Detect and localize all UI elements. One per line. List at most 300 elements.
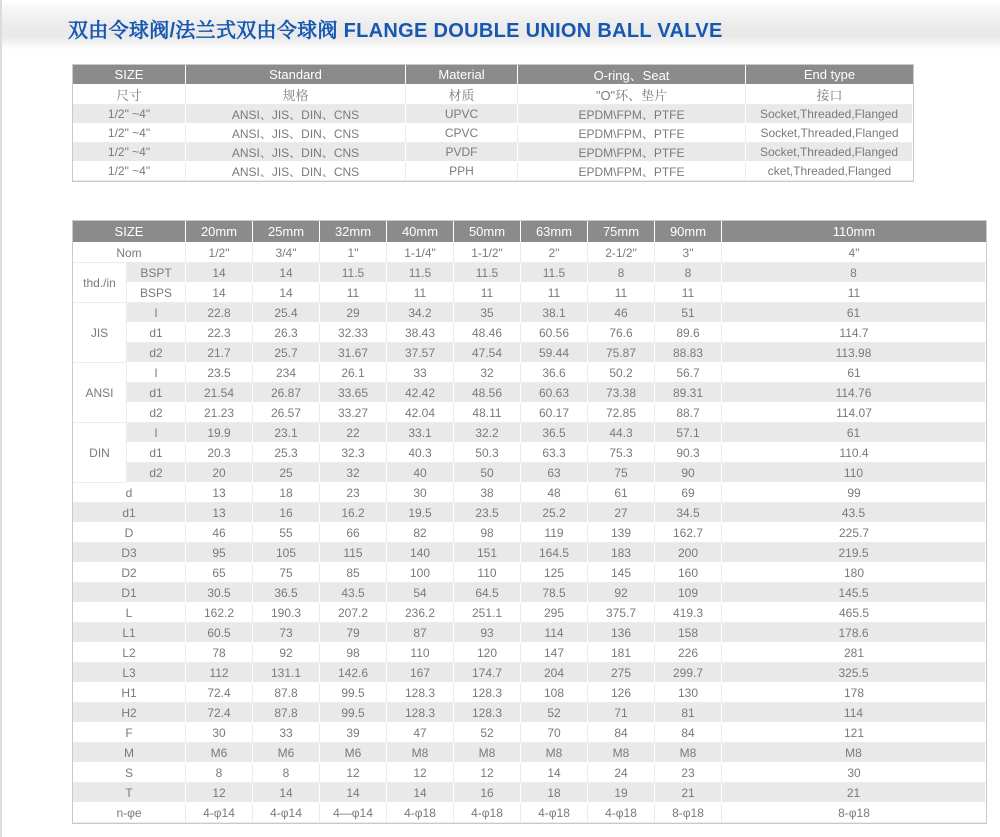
- dim-cell: 32: [320, 463, 387, 483]
- dim-cell: 167: [387, 663, 454, 683]
- dim-cell: 14: [253, 263, 320, 283]
- dim-cell: 11: [655, 283, 722, 303]
- dim-cell: 64.5: [454, 583, 521, 603]
- dim-cell: 14: [387, 783, 454, 803]
- dim-cell: 11: [454, 283, 521, 303]
- dim-row: [73, 723, 986, 743]
- dim-cell: 16.2: [320, 503, 387, 523]
- dim-cell: 4-φ14: [186, 803, 253, 823]
- dim-cell: 136: [588, 623, 655, 643]
- spec-cell: UPVC: [406, 105, 518, 124]
- dim-cell: 48: [521, 483, 588, 503]
- spec-cell: EPDM\FPM、PTFE: [518, 162, 746, 181]
- dim-cell: 30.5: [186, 583, 253, 603]
- dim-cell: 128.3: [387, 683, 454, 703]
- spec-cell: ANSI、JIS、DIN、CNS: [186, 105, 406, 124]
- dim-cell: 92: [253, 643, 320, 663]
- dim-cell: 46: [186, 523, 253, 543]
- dim-row: [73, 663, 986, 683]
- dim-header-row: [73, 221, 986, 243]
- dim-cell: 39: [320, 723, 387, 743]
- dim-cell: 87.8: [253, 703, 320, 723]
- dim-row-label: d: [73, 483, 186, 503]
- dim-cell: M6: [320, 743, 387, 763]
- dim-cell: 162.2: [186, 603, 253, 623]
- spec-cell: Socket,Threaded,Flanged: [746, 124, 913, 143]
- dim-cell: 14: [186, 263, 253, 283]
- dim-cell: 114.7: [722, 323, 986, 343]
- dim-cell: 89.6: [655, 323, 722, 343]
- spec-header-material: Material: [406, 65, 518, 85]
- dim-cell: 27: [588, 503, 655, 523]
- dim-cell: 37.57: [387, 343, 454, 363]
- dim-cell: 190.3: [253, 603, 320, 623]
- dim-cell: 110: [454, 563, 521, 583]
- dim-cell: 16: [253, 503, 320, 523]
- dim-cell: 29: [320, 303, 387, 323]
- dim-size-header: SIZE: [73, 221, 186, 243]
- dim-cell: 21.54: [186, 383, 253, 403]
- dim-cell: 57.1: [655, 423, 722, 443]
- dim-cell: 11: [722, 283, 986, 303]
- dim-cell: M8: [454, 743, 521, 763]
- dim-sub-label: I: [127, 423, 186, 443]
- dim-cell: 1": [320, 243, 387, 263]
- spec-cell: Socket,Threaded,Flanged: [746, 105, 913, 124]
- spec-header-row-en: [73, 65, 913, 85]
- dim-cell: 8-φ18: [722, 803, 986, 823]
- dim-cell: 34.5: [655, 503, 722, 523]
- dim-cell: 93: [454, 623, 521, 643]
- dim-cell: 20.3: [186, 443, 253, 463]
- dim-cell: 22.3: [186, 323, 253, 343]
- dim-cell: 20: [186, 463, 253, 483]
- dim-cell: 26.87: [253, 383, 320, 403]
- dim-cell: 36.6: [521, 363, 588, 383]
- dim-row: [73, 763, 986, 783]
- dim-cell: 131.1: [253, 663, 320, 683]
- dim-cell: 72.85: [588, 403, 655, 423]
- dim-cell: 18: [521, 783, 588, 803]
- spec-cell: PVDF: [406, 143, 518, 162]
- dim-sub-label: BSPT: [127, 263, 186, 283]
- dim-cell: 128.3: [387, 703, 454, 723]
- dim-cell: 145: [588, 563, 655, 583]
- dim-table-body: [73, 243, 986, 823]
- dim-row: [73, 423, 986, 443]
- dim-cell: 24: [588, 763, 655, 783]
- dim-cell: 38.1: [521, 303, 588, 323]
- dim-cell: 92: [588, 583, 655, 603]
- dim-cell: 95: [186, 543, 253, 563]
- spec-cell: ANSI、JIS、DIN、CNS: [186, 162, 406, 181]
- dim-sub-label: I: [127, 303, 186, 323]
- dim-group-label: thd./in: [73, 263, 127, 303]
- dim-row: [73, 743, 986, 763]
- dim-cell: 12: [320, 763, 387, 783]
- dim-cell: 21.7: [186, 343, 253, 363]
- spec-table: [72, 64, 914, 182]
- dim-cell: 11.5: [521, 263, 588, 283]
- dim-cell: 73.38: [588, 383, 655, 403]
- dim-cell: 139: [588, 523, 655, 543]
- spec-cell: EPDM\FPM、PTFE: [518, 105, 746, 124]
- dim-cell: 275: [588, 663, 655, 683]
- dim-cell: 60.17: [521, 403, 588, 423]
- dim-cell: 110: [387, 643, 454, 663]
- dim-row-label: L3: [73, 663, 186, 683]
- dim-col-header: 32mm: [320, 221, 387, 243]
- dim-cell: 12: [186, 783, 253, 803]
- dim-cell: 60.56: [521, 323, 588, 343]
- dim-cell: 32: [454, 363, 521, 383]
- dim-cell: 51: [655, 303, 722, 323]
- dim-cell: 299.7: [655, 663, 722, 683]
- dim-cell: 22.8: [186, 303, 253, 323]
- dim-cell: 84: [588, 723, 655, 743]
- dim-cell: 8-φ18: [655, 803, 722, 823]
- dim-cell: 4-φ14: [253, 803, 320, 823]
- dim-cell: 234: [253, 363, 320, 383]
- dim-cell: M8: [387, 743, 454, 763]
- dim-cell: 82: [387, 523, 454, 543]
- spec-header-oring-seat-cn: "O"环、垫片: [518, 85, 746, 105]
- dim-cell: M6: [186, 743, 253, 763]
- dim-cell: 61: [588, 483, 655, 503]
- dim-sub-label: BSPS: [127, 283, 186, 303]
- dim-cell: 14: [320, 783, 387, 803]
- dim-row: [73, 603, 986, 623]
- dim-row: [73, 523, 986, 543]
- dim-row-label: F: [73, 723, 186, 743]
- dim-cell: 178: [722, 683, 986, 703]
- dim-row-label: D: [73, 523, 186, 543]
- dim-cell: 85: [320, 563, 387, 583]
- spec-cell: 1/2" ~4": [73, 143, 186, 162]
- dim-cell: 35: [454, 303, 521, 323]
- spec-header-size-cn: 尺寸: [73, 85, 186, 105]
- dim-cell: 178.6: [722, 623, 986, 643]
- dim-cell: 140: [387, 543, 454, 563]
- dim-row: [73, 343, 986, 363]
- dim-cell: 55: [253, 523, 320, 543]
- dim-cell: 14: [253, 283, 320, 303]
- dim-cell: 90.3: [655, 443, 722, 463]
- spec-cell: PPH: [406, 162, 518, 181]
- dim-cell: 34.2: [387, 303, 454, 323]
- dim-cell: 160: [655, 563, 722, 583]
- dim-row: [73, 543, 986, 563]
- dim-cell: 109: [655, 583, 722, 603]
- dim-cell: 47.54: [454, 343, 521, 363]
- dim-cell: 181: [588, 643, 655, 663]
- dim-cell: 126: [588, 683, 655, 703]
- dim-row: [73, 483, 986, 503]
- spec-header-size: SIZE: [73, 65, 186, 85]
- dim-row: [73, 303, 986, 323]
- dim-cell: 75.87: [588, 343, 655, 363]
- dim-cell: M6: [253, 743, 320, 763]
- dim-cell: 12: [454, 763, 521, 783]
- dim-cell: 105: [253, 543, 320, 563]
- spec-cell: EPDM\FPM、PTFE: [518, 124, 746, 143]
- dim-cell: 14: [253, 783, 320, 803]
- dim-cell: 25.2: [521, 503, 588, 523]
- dim-cell: 48.46: [454, 323, 521, 343]
- dim-cell: 32.2: [454, 423, 521, 443]
- dim-row: [73, 383, 986, 403]
- dim-cell: 13: [186, 483, 253, 503]
- dim-cell: 3/4": [253, 243, 320, 263]
- dim-cell: 4-φ18: [521, 803, 588, 823]
- dim-cell: 3": [655, 243, 722, 263]
- dim-sub-label: d2: [127, 403, 186, 423]
- dim-cell: 40.3: [387, 443, 454, 463]
- dim-cell: 114: [521, 623, 588, 643]
- spec-cell: ANSI、JIS、DIN、CNS: [186, 124, 406, 143]
- dim-cell: 75: [253, 563, 320, 583]
- dim-row-label: L: [73, 603, 186, 623]
- dim-cell: 71: [588, 703, 655, 723]
- dim-cell: 99.5: [320, 683, 387, 703]
- dim-row-label: H2: [73, 703, 186, 723]
- dim-cell: 4-φ18: [588, 803, 655, 823]
- dim-cell: 19.9: [186, 423, 253, 443]
- dim-cell: 225.7: [722, 523, 986, 543]
- dimension-table: [72, 220, 987, 824]
- dim-cell: 23.5: [454, 503, 521, 523]
- dim-cell: 114.07: [722, 403, 986, 423]
- dim-cell: 38.43: [387, 323, 454, 343]
- dim-cell: 30: [387, 483, 454, 503]
- dim-cell: 32.3: [320, 443, 387, 463]
- dim-col-header: 63mm: [521, 221, 588, 243]
- dim-row: [73, 243, 986, 263]
- dim-cell: 295: [521, 603, 588, 623]
- dim-cell: 70: [521, 723, 588, 743]
- dim-cell: 19: [588, 783, 655, 803]
- dim-cell: 108: [521, 683, 588, 703]
- dim-cell: 61: [722, 423, 986, 443]
- dim-row-label: H1: [73, 683, 186, 703]
- dim-cell: 59.44: [521, 343, 588, 363]
- dim-row: [73, 263, 986, 283]
- dim-cell: M8: [521, 743, 588, 763]
- dim-cell: 98: [320, 643, 387, 663]
- dim-cell: 4-φ18: [454, 803, 521, 823]
- spec-row: [73, 124, 913, 143]
- spec-row: [73, 143, 913, 162]
- dim-cell: 164.5: [521, 543, 588, 563]
- dim-cell: 2": [521, 243, 588, 263]
- dim-cell: 60.5: [186, 623, 253, 643]
- dim-cell: 88.7: [655, 403, 722, 423]
- dim-cell: 72.4: [186, 703, 253, 723]
- dim-cell: 14: [186, 283, 253, 303]
- dim-cell: 87.8: [253, 683, 320, 703]
- spec-header-end-type-cn: 接口: [746, 85, 913, 105]
- spec-cell: EPDM\FPM、PTFE: [518, 143, 746, 162]
- spec-cell: 1/2" ~4": [73, 105, 186, 124]
- dim-cell: 32.33: [320, 323, 387, 343]
- dim-row: [73, 283, 986, 303]
- dim-cell: 99: [722, 483, 986, 503]
- dim-cell: 69: [655, 483, 722, 503]
- dim-cell: 42.42: [387, 383, 454, 403]
- dim-cell: 142.6: [320, 663, 387, 683]
- dim-row: [73, 643, 986, 663]
- dim-cell: 119: [521, 523, 588, 543]
- dim-cell: 11.5: [320, 263, 387, 283]
- dim-row: [73, 783, 986, 803]
- dim-cell: 4—φ14: [320, 803, 387, 823]
- dim-cell: 11.5: [387, 263, 454, 283]
- dim-cell: 30: [722, 763, 986, 783]
- dim-cell: 50.3: [454, 443, 521, 463]
- dim-cell: 128.3: [454, 683, 521, 703]
- dim-cell: 112: [186, 663, 253, 683]
- dim-row-label: M: [73, 743, 186, 763]
- dim-row-label: n-φe: [73, 803, 186, 823]
- dim-cell: 63: [521, 463, 588, 483]
- dim-cell: 81: [655, 703, 722, 723]
- dim-cell: 145.5: [722, 583, 986, 603]
- page-title: 双由令球阀/法兰式双由令球阀 FLANGE DOUBLE UNION BALL VALVE: [68, 20, 723, 42]
- dim-sub-label: I: [127, 363, 186, 383]
- dim-cell: 23.1: [253, 423, 320, 443]
- dim-cell: 73: [253, 623, 320, 643]
- dim-group-label: ANSI: [73, 363, 127, 423]
- dim-cell: 43.5: [320, 583, 387, 603]
- dim-cell: 90: [655, 463, 722, 483]
- dim-cell: 219.5: [722, 543, 986, 563]
- dim-cell: 1/2": [186, 243, 253, 263]
- dim-sub-label: d1: [127, 443, 186, 463]
- dim-cell: 207.2: [320, 603, 387, 623]
- dim-cell: 40: [387, 463, 454, 483]
- dim-cell: 236.2: [387, 603, 454, 623]
- dim-cell: 183: [588, 543, 655, 563]
- dim-row-label: D2: [73, 563, 186, 583]
- dim-cell: 19.5: [387, 503, 454, 523]
- dim-cell: 12: [387, 763, 454, 783]
- dim-cell: 465.5: [722, 603, 986, 623]
- dim-cell: 110: [722, 463, 986, 483]
- dim-cell: 120: [454, 643, 521, 663]
- page-left-edge-line: [0, 0, 2, 837]
- dim-cell: 128.3: [454, 703, 521, 723]
- spec-header-end-type: End type: [746, 65, 913, 85]
- spec-header-oring-seat: O-ring、Seat: [518, 65, 746, 85]
- dim-cell: 8: [588, 263, 655, 283]
- dim-col-header: 20mm: [186, 221, 253, 243]
- dim-cell: 98: [454, 523, 521, 543]
- dim-cell: 8: [655, 263, 722, 283]
- dim-cell: 87: [387, 623, 454, 643]
- dim-cell: M8: [722, 743, 986, 763]
- dim-cell: 26.3: [253, 323, 320, 343]
- spec-cell: ANSI、JIS、DIN、CNS: [186, 143, 406, 162]
- dim-cell: 11: [521, 283, 588, 303]
- spec-table-body: [73, 85, 913, 181]
- dim-row: [73, 443, 986, 463]
- dim-cell: 42.04: [387, 403, 454, 423]
- dim-cell: M8: [655, 743, 722, 763]
- dim-cell: 60.63: [521, 383, 588, 403]
- dim-cell: 110.4: [722, 443, 986, 463]
- dim-cell: 8: [186, 763, 253, 783]
- dim-cell: 33: [387, 363, 454, 383]
- dim-sub-label: d2: [127, 463, 186, 483]
- dim-cell: 33: [253, 723, 320, 743]
- spec-cell: 1/2" ~4": [73, 124, 186, 143]
- dim-cell: 147: [521, 643, 588, 663]
- dim-cell: 43.5: [722, 503, 986, 523]
- dim-cell: 79: [320, 623, 387, 643]
- dim-row: [73, 623, 986, 643]
- dim-cell: 50: [454, 463, 521, 483]
- dim-cell: 114.76: [722, 383, 986, 403]
- dim-cell: 89.31: [655, 383, 722, 403]
- dim-cell: 419.3: [655, 603, 722, 623]
- dim-cell: 8: [722, 263, 986, 283]
- dim-row: [73, 463, 986, 483]
- dim-cell: 88.83: [655, 343, 722, 363]
- dim-cell: 25.3: [253, 443, 320, 463]
- dim-cell: 174.7: [454, 663, 521, 683]
- dim-cell: 114: [722, 703, 986, 723]
- dim-cell: 11: [588, 283, 655, 303]
- spec-cell: Socket,Threaded,Flanged: [746, 143, 913, 162]
- spec-header-row-cn: [73, 85, 913, 105]
- dim-cell: 226: [655, 643, 722, 663]
- dim-cell: 52: [521, 703, 588, 723]
- dim-cell: 30: [186, 723, 253, 743]
- dim-cell: 4-φ18: [387, 803, 454, 823]
- dim-cell: 61: [722, 303, 986, 323]
- dim-group-label: JIS: [73, 303, 127, 363]
- dim-group-label: DIN: [73, 423, 127, 483]
- dim-cell: 23: [655, 763, 722, 783]
- dim-row: [73, 403, 986, 423]
- dim-cell: 125: [521, 563, 588, 583]
- dim-cell: 75: [588, 463, 655, 483]
- dim-cell: 13: [186, 503, 253, 523]
- dim-cell: 76.6: [588, 323, 655, 343]
- dim-cell: 158: [655, 623, 722, 643]
- dim-cell: 50.2: [588, 363, 655, 383]
- dim-row: [73, 803, 986, 823]
- spec-cell: cket,Threaded,Flanged: [746, 162, 913, 181]
- dim-cell: 33.65: [320, 383, 387, 403]
- dim-cell: 100: [387, 563, 454, 583]
- dim-row: [73, 683, 986, 703]
- dim-cell: 11: [320, 283, 387, 303]
- dim-cell: 22: [320, 423, 387, 443]
- dim-cell: 14: [521, 763, 588, 783]
- dim-cell: 200: [655, 543, 722, 563]
- dim-row-label: L1: [73, 623, 186, 643]
- dim-sub-label: d1: [127, 383, 186, 403]
- dim-cell: 1-1/4": [387, 243, 454, 263]
- dim-cell: 25: [253, 463, 320, 483]
- dim-cell: 36.5: [521, 423, 588, 443]
- dim-cell: 325.5: [722, 663, 986, 683]
- spec-row: [73, 105, 913, 124]
- spec-cell: 1/2" ~4": [73, 162, 186, 181]
- dim-cell: 2-1/2": [588, 243, 655, 263]
- dim-cell: 78.5: [521, 583, 588, 603]
